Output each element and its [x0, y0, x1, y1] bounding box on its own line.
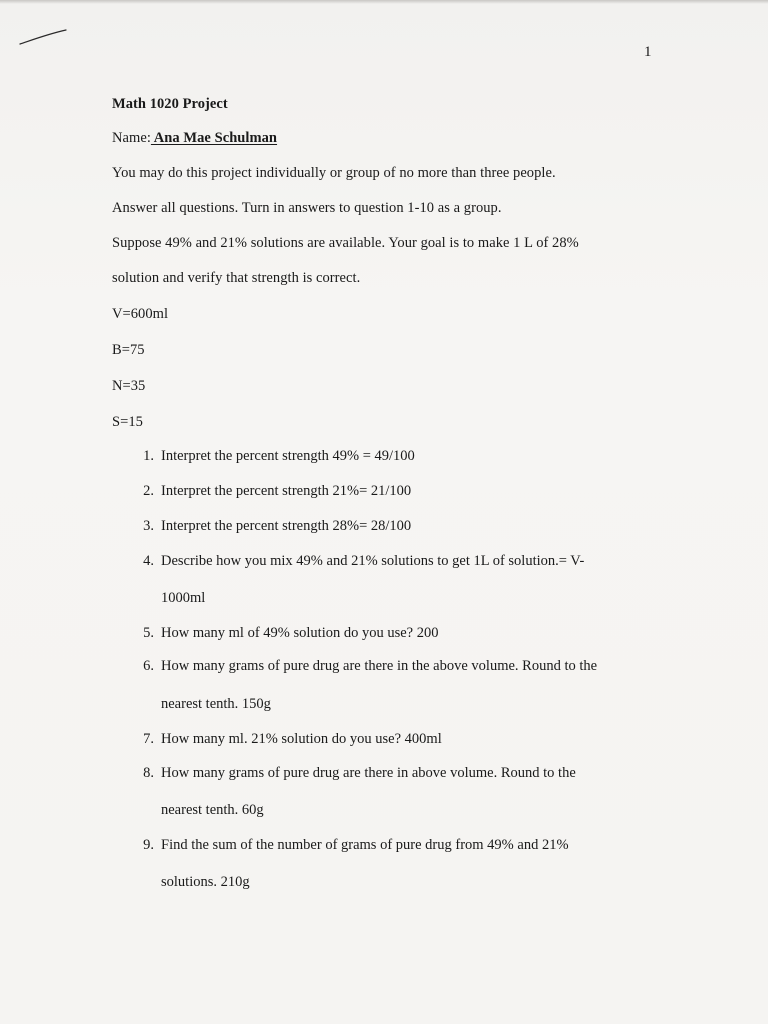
value-n: N=35 — [112, 378, 146, 394]
value-s: S=15 — [112, 414, 143, 430]
question-continuation: solutions. 210g — [161, 874, 250, 890]
question-number: 5. — [143, 625, 154, 641]
question-text: Interpret the percent strength 49% = 49/100 — [161, 448, 415, 464]
question-text: How many grams of pure drug are there in above volume. Round to the — [161, 765, 576, 781]
question-text: Find the sum of the number of grams of pure drug from 49% and 21% — [161, 837, 569, 853]
instruction-line: solution and verify that strength is correct. — [112, 270, 361, 286]
page-top-edge — [0, 0, 768, 4]
question-number: 9. — [143, 837, 154, 853]
instruction-line: Suppose 49% and 21% solutions are available. Your goal is to make 1 L of 28% — [112, 235, 579, 251]
question-text: How many grams of pure drug are there in the above volume. Round to the — [161, 658, 598, 674]
document-title: Math 1020 Project — [112, 96, 228, 112]
question-continuation: 1000ml — [161, 590, 206, 606]
question-number: 1. — [143, 448, 154, 464]
question-text: How many ml of 49% solution do you use? 200 — [161, 625, 439, 641]
question-number: 8. — [143, 765, 154, 781]
pen-stroke-mark — [18, 28, 68, 48]
question-number: 3. — [143, 518, 154, 534]
question-number: 2. — [143, 483, 154, 499]
question-text: Interpret the percent strength 21%= 21/100 — [161, 483, 412, 499]
student-name: Ana Mae Schulman — [150, 130, 278, 146]
question-continuation: nearest tenth. 150g — [161, 696, 271, 712]
page-number: 1 — [644, 44, 652, 60]
value-b: B=75 — [112, 342, 145, 358]
question-text: Describe how you mix 49% and 21% solutions to get 1L of solution.= V- — [161, 553, 585, 569]
name-label: Name: — [112, 130, 151, 146]
value-v: V=600ml — [112, 306, 169, 322]
question-number: 4. — [143, 553, 154, 569]
question-number: 7. — [143, 731, 154, 747]
name-line — [112, 130, 277, 147]
question-number: 6. — [143, 658, 154, 674]
question-continuation: nearest tenth. 60g — [161, 802, 264, 818]
instruction-line: Answer all questions. Turn in answers to question 1-10 as a group. — [112, 200, 502, 216]
question-text: How many ml. 21% solution do you use? 400ml — [161, 731, 442, 747]
instruction-line: You may do this project individually or group of no more than three people. — [112, 165, 556, 181]
question-text: Interpret the percent strength 28%= 28/100 — [161, 518, 412, 534]
